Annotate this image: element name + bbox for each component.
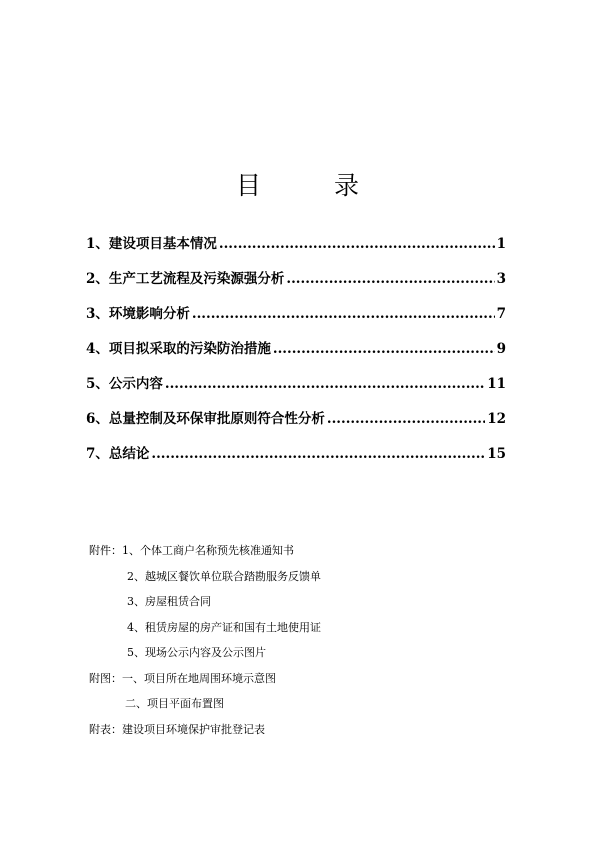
toc-leader [219,236,495,252]
figure-item: 二、项目平面布置图 [125,697,224,710]
attachment-item: 1、个体工商户名称预先核准通知书 [122,544,294,557]
toc-leader [327,411,485,427]
toc-leader [192,306,495,322]
attachment-item: 2、越城区餐饮单位联合踏勘服务反馈单 [127,569,321,583]
attachment-item: 4、租赁房屋的房产证和国有土地使用证 [127,620,321,634]
list-item [89,721,321,747]
figures-prefix: 附图： [89,671,122,685]
list-item [89,644,321,670]
toc-entry[interactable] [86,337,506,372]
list-item [89,619,321,645]
list-item [89,568,321,594]
toc-number: 6、 [86,411,109,427]
toc-page-number: 15 [487,446,506,462]
toc-entry[interactable] [86,232,506,267]
toc-label: 总结论 [108,446,150,462]
toc-page-number: 3 [496,271,506,287]
toc-label: 建设项目基本情况 [108,236,217,252]
toc-number: 5、 [86,376,109,392]
toc-leader [286,271,494,287]
toc-number: 4、 [86,341,109,357]
toc-leader [165,376,485,392]
toc-label: 项目拟采取的污染防治措施 [108,341,271,357]
toc-number: 2、 [86,271,109,287]
table-item: 建设项目环境保护审批登记表 [122,722,265,736]
toc-label: 环境影响分析 [108,306,190,322]
toc-entry[interactable] [86,267,506,302]
toc-entry[interactable] [86,407,506,442]
toc-entry[interactable] [86,442,506,477]
list-item [89,542,321,568]
toc-page-number: 11 [487,376,506,392]
attachments-prefix: 附件： [89,544,122,557]
figure-item: 一、项目所在地周围环境示意图 [122,671,276,685]
attachment-item: 3、房屋租赁合同 [127,595,211,608]
toc-leader [151,446,485,462]
toc-page-number: 12 [487,411,506,427]
table-of-contents [86,232,506,477]
list-item [89,695,321,721]
toc-page-number: 7 [496,306,506,322]
toc-label: 生产工艺流程及污染源强分析 [108,271,285,287]
toc-number: 1、 [86,236,109,252]
toc-leader [273,341,495,357]
list-item [89,593,321,619]
toc-entry[interactable] [86,302,506,337]
tables-prefix: 附表： [89,722,122,736]
toc-entry[interactable] [86,372,506,407]
toc-number: 3、 [86,306,109,322]
list-item [89,670,321,696]
toc-label: 公示内容 [108,376,163,392]
toc-page-number: 1 [496,236,506,252]
appendix-list [89,542,321,746]
page-title: 目 录 [235,171,383,200]
toc-page-number: 9 [496,341,506,357]
attachment-item: 5、现场公示内容及公示图片 [127,646,266,659]
toc-number: 7、 [86,446,109,462]
toc-label: 总量控制及环保审批原则符合性分析 [108,411,325,427]
